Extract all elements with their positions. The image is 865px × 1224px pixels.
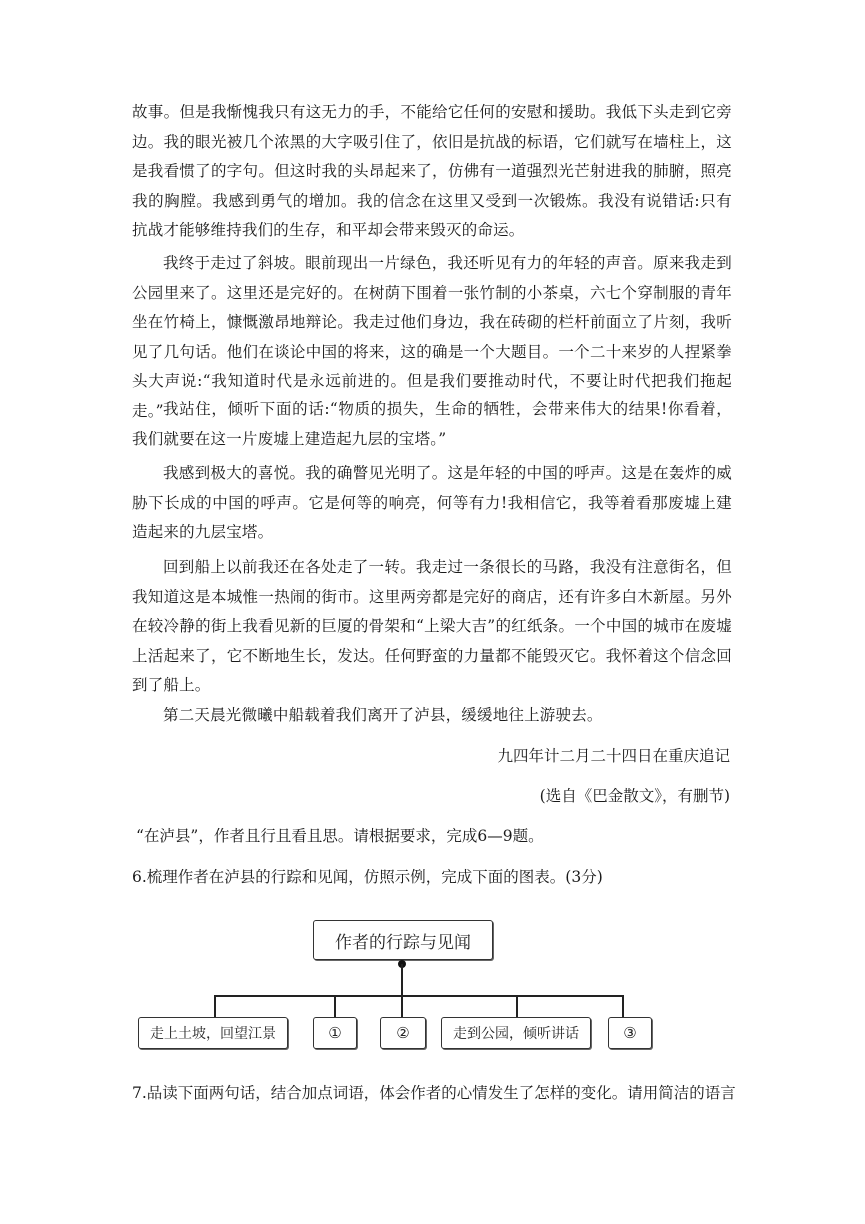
paragraph-4: 我感到极大的喜悦。我的确瞥见光明了。这是年轻的中国的呼声。这是在轰炸的威胁下长成的中国的呼声。它是何等的响亮，何等有力!我相信它，我等着看那废墟上建造起来的九层宝塔。 — [132, 464, 732, 541]
diagram-root-box: 作者的行踪与见闻 — [313, 920, 493, 960]
diagram-drop-line — [334, 995, 336, 1017]
question-6: 6.梳理作者在泸县的行踪和见闻，仿照示例，完成下面的图表。(3分) — [132, 868, 603, 886]
diagram-blank-box-2: ② — [380, 1017, 426, 1049]
paragraph-5: 回到船上以前我还在各处走了一转。我走过一条很长的马路，我没有注意街名，但我知道这是本城惟一热闹的街市。这里两旁都是完好的商店，还有许多白木新屋。另外在较冷静的街上我看见新的巨厦的骨架和“上梁大吉”的红纸条。一个中国的城市在废墟上活起来了，它不断地生长，发达。任何野蛮的力量都不能毁灭它。我怀着这个信念回到了船上。 — [132, 558, 732, 694]
question-intro: “在泸县”，作者且行且看且思。请根据要求，完成6—9题。 — [136, 827, 544, 845]
diagram-stem-line — [401, 964, 403, 1018]
diagram-drop-line — [214, 995, 216, 1017]
diagram-blank-box-3: ③ — [608, 1017, 652, 1049]
diagram-box-4: 走到公园，倾听讲话 — [441, 1017, 591, 1049]
question-7: 7.品读下面两句话，结合加点词语，体会作者的心情发生了怎样的变化。请用简洁的语言 — [132, 1084, 736, 1102]
diagram-branch-line — [214, 995, 624, 997]
paragraph-2: 我终于走过了斜坡。眼前现出一片绿色，我还听见有力的年轻的声音。原来我走到公园里来了。这里还是完好的。在树荫下围着一张竹制的小茶桌，六七个穿制服的青年坐在竹椅上，慷慨激昂地辩论。我走过他们身边，我在砖砌的栏杆前面立了片刻，我听见了几句话。他们在谈论中国的将来，这的确是一个大题目。一个二十来岁的人捏紧拳头大声说:“我知道时代是永远前进的。但是我们要推动时代，不要让时代把我们拖起走。” — [132, 254, 732, 420]
diagram-drop-line — [622, 995, 624, 1017]
diagram-drop-line — [516, 995, 518, 1017]
diagram-box-1: 走上土坡，回望江景 — [138, 1017, 288, 1049]
source-line: (选自《巴金散文》，有删节) — [539, 787, 730, 805]
paragraph-6: 第二天晨光微曦中船载着我们离开了泸县，缓缓地往上游驶去。 — [163, 706, 603, 724]
paragraph-1: 故事。但是我惭愧我只有这无力的手，不能给它任何的安慰和援助。我低下头走到它旁边。我的眼光被几个浓黑的大字吸引住了，依旧是抗战的标语，它们就写在墙柱上，这是我看惯了的字句。但这时我的头昂起来了，仿佛有一道强烈光芒射进我的肺腑，照亮我的胸膛。我感到勇气的增加。我的信念在这里又受到一次锻炼。我没有说错话:只有抗战才能够维持我们的生存，和平却会带来毁灭的命运。 — [132, 103, 732, 239]
date-line: 九四年计二月二十四日在重庆追记 — [497, 747, 730, 765]
paragraph-3: 我站住，倾听下面的话:“物质的损失，生命的牺牲，会带来伟大的结果!你看着，我们就要在这一片废墟上建造起九层的宝塔。” — [132, 400, 732, 448]
diagram-blank-box-1: ① — [313, 1017, 357, 1049]
